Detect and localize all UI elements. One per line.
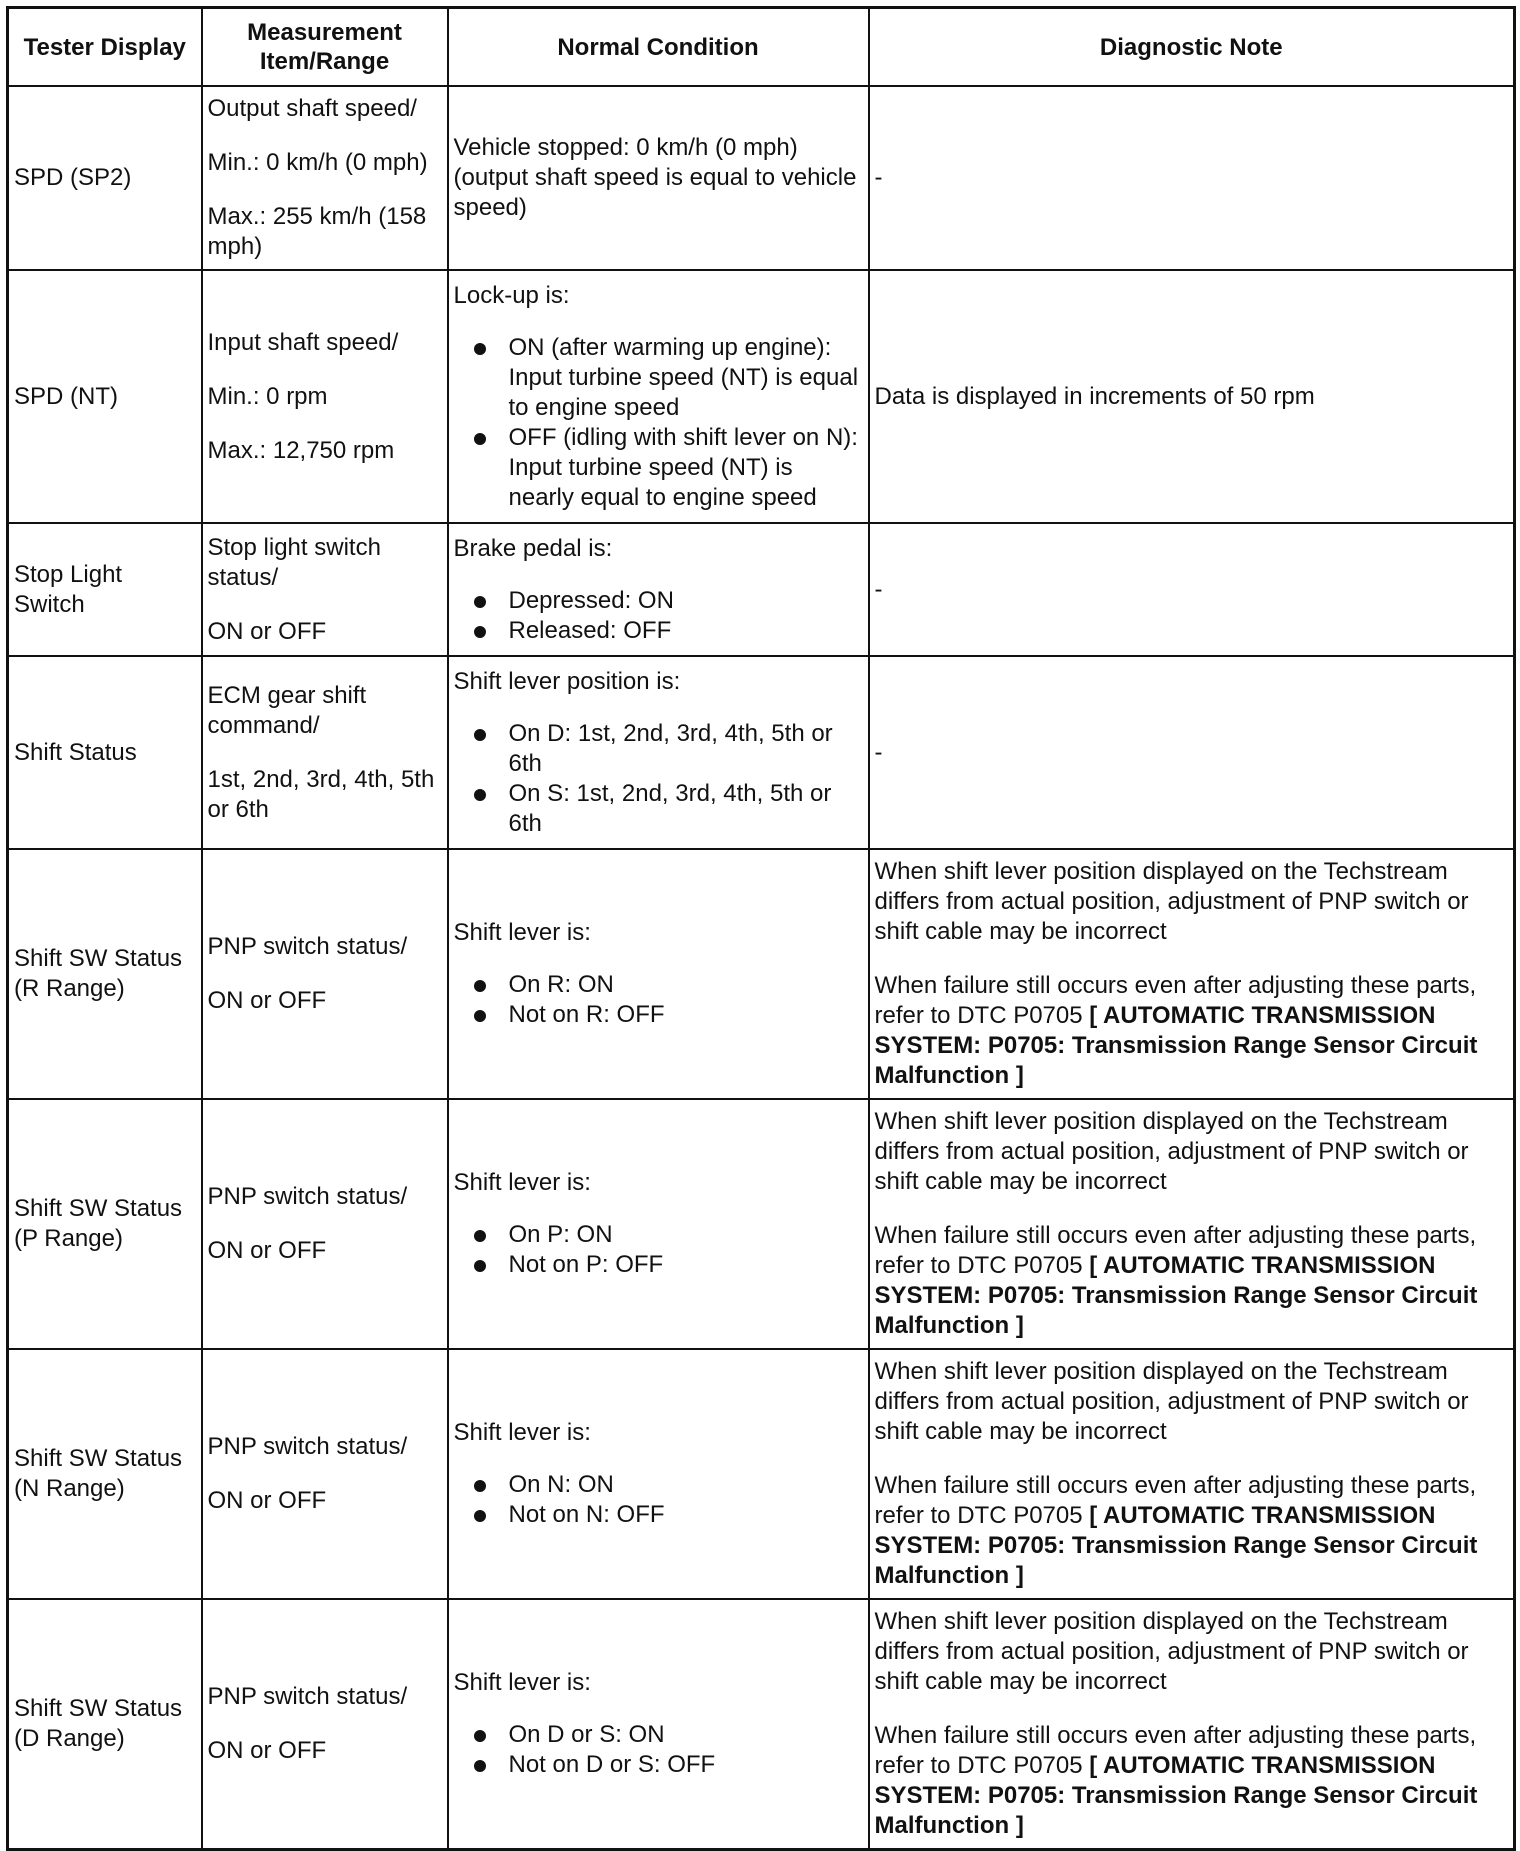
normal-condition-list [454, 1220, 863, 1280]
header-tester-display: Tester Display [8, 8, 202, 87]
normal-condition-cell [448, 849, 869, 1099]
measurement-cell [202, 523, 448, 656]
tester-display-cell [8, 523, 202, 656]
list-item [454, 586, 863, 616]
normal-condition-cell [448, 86, 869, 270]
measurement-line: ECM gear shift command/ [207, 681, 367, 739]
tester-display-text: Shift SW Status (R Range) [14, 945, 183, 1002]
table-row [8, 1099, 1515, 1349]
table-row [8, 656, 1515, 849]
normal-condition-intro: Shift lever position is: [453, 667, 681, 695]
normal-condition-cell [448, 1599, 869, 1849]
normal-condition-cell [448, 1099, 869, 1349]
diagnostic-note-cell [869, 86, 1515, 270]
diagnostic-note-text: - [874, 164, 883, 191]
tester-display-cell [8, 1099, 202, 1349]
table-row [8, 86, 1515, 270]
measurement-line: Input shaft speed/ [207, 328, 399, 356]
measurement-line: ON or OFF [207, 1736, 327, 1764]
list-item-text: On N: ON [508, 1471, 614, 1498]
list-item-text: Not on P: OFF [508, 1251, 664, 1278]
bullet-icon [474, 1730, 486, 1742]
bullet-icon [474, 1480, 486, 1492]
list-item [454, 970, 863, 1000]
diagnostic-note-text: When shift lever position displayed on the Techstream differs from actual position, adjustment of PNP switch or shift cable may be incorrect [874, 1358, 1469, 1445]
tester-display-text: SPD (SP2) [14, 164, 132, 191]
measurement-line: PNP switch status/ [207, 1682, 408, 1710]
bullet-icon [474, 789, 486, 801]
list-item-text: Released: OFF [508, 616, 672, 644]
table-row [8, 849, 1515, 1099]
measurement-line: ON or OFF [207, 617, 327, 645]
normal-condition-list [454, 970, 863, 1030]
bullet-icon [474, 596, 486, 608]
list-item-text: On D or S: ON [508, 1720, 665, 1748]
tester-display-text: Shift SW Status (P Range) [14, 1195, 183, 1252]
measurement-line: 1st, 2nd, 3rd, 4th, 5th or 6th [207, 765, 435, 823]
normal-condition-list [454, 1720, 863, 1780]
list-item-text: On D: 1st, 2nd, 3rd, 4th, 5th or 6th [508, 719, 833, 777]
bullet-icon [474, 433, 486, 445]
diagnostic-note-text: When shift lever position displayed on the Techstream differs from actual position, adjustment of PNP switch or shift cable may be incorrect [874, 1108, 1469, 1195]
list-item-text: Not on D or S: OFF [508, 1750, 716, 1778]
tester-display-cell [8, 656, 202, 849]
measurement-cell [202, 656, 448, 849]
header-measurement: Measurement Item/Range [202, 8, 448, 87]
table-row [8, 523, 1515, 656]
normal-condition-intro: Shift lever is: [453, 1668, 591, 1696]
measurement-line: PNP switch status/ [207, 1433, 408, 1460]
normal-condition-list [454, 333, 863, 513]
normal-condition-list [454, 586, 863, 646]
diagnostic-note-cell [869, 523, 1515, 656]
normal-condition-intro: Shift lever is: [453, 919, 591, 946]
diagnostic-note-text: - [874, 575, 883, 603]
tester-display-text: Shift SW Status (N Range) [14, 1445, 183, 1502]
tester-display-text: Shift SW Status (D Range) [14, 1694, 183, 1752]
list-item [454, 1000, 863, 1030]
normal-condition-intro: Brake pedal is: [453, 534, 613, 562]
list-item [454, 1250, 863, 1280]
diagnostic-note-cell [869, 849, 1515, 1099]
list-item [454, 616, 863, 646]
diagnostic-note-text: When shift lever position displayed on the Techstream differs from actual position, adjustment of PNP switch or shift cable may be incorrect [874, 1607, 1469, 1695]
list-item [454, 1720, 863, 1750]
measurement-line: Max.: 255 km/h (158 mph) [207, 203, 427, 260]
list-item-text: On S: 1st, 2nd, 3rd, 4th, 5th or 6th [508, 779, 832, 837]
measurement-line: Min.: 0 rpm [207, 382, 328, 410]
diagnostic-note-cell [869, 270, 1515, 523]
table-row [8, 1599, 1515, 1849]
list-item [454, 1500, 863, 1530]
normal-condition-cell [448, 1349, 869, 1599]
bullet-icon [474, 1010, 486, 1022]
diagnostic-note-followup-text: When failure still occurs even after adjusting these parts, refer to DTC P0705 [874, 972, 1477, 1029]
dtc-reference-link[interactable]: [ AUTOMATIC TRANSMISSION SYSTEM: P0705: Transmission Range Sensor Circuit Malfunction ] [874, 1751, 1478, 1839]
diagnostic-note-followup [875, 971, 1509, 1091]
diagnostic-note-followup [875, 1721, 1509, 1841]
diagnostic-note-text: When shift lever position displayed on the Techstream differs from actual position, adjustment of PNP switch or shift cable may be incorrect [874, 858, 1469, 945]
measurement-line: ON or OFF [207, 1237, 327, 1264]
list-item [454, 1750, 863, 1780]
measurement-cell [202, 1599, 448, 1849]
normal-condition-cell [448, 523, 869, 656]
bullet-icon [474, 980, 486, 992]
header-normal-condition: Normal Condition [448, 8, 869, 87]
list-item-text: On P: ON [508, 1221, 613, 1248]
diagnostic-note-followup-text: When failure still occurs even after adjusting these parts, refer to DTC P0705 [874, 1222, 1477, 1279]
diagnostic-note-followup [875, 1221, 1509, 1341]
list-item-text: Depressed: ON [508, 586, 674, 614]
measurement-line: Max.: 12,750 rpm [207, 436, 395, 464]
measurement-cell [202, 86, 448, 270]
measurement-line: ON or OFF [207, 987, 327, 1014]
measurement-line: PNP switch status/ [207, 933, 408, 960]
diagnostic-note-text: - [874, 738, 883, 766]
data-list-table [6, 6, 1516, 1851]
list-item [454, 779, 863, 839]
diagnostic-note-cell [869, 1599, 1515, 1849]
list-item [454, 1220, 863, 1250]
normal-condition-list [454, 1470, 863, 1530]
bullet-icon [474, 1510, 486, 1522]
dtc-reference-link[interactable]: [ AUTOMATIC TRANSMISSION SYSTEM: P0705: Transmission Range Sensor Circuit Malfunction ] [874, 1252, 1478, 1339]
tester-display-cell [8, 849, 202, 1099]
measurement-cell [202, 270, 448, 523]
measurement-cell [202, 1349, 448, 1599]
measurement-line: Stop light switch status/ [207, 533, 381, 591]
table-header-row [8, 8, 1515, 87]
tester-display-cell [8, 86, 202, 270]
tester-display-text: Stop Light Switch [14, 560, 123, 618]
table-row [8, 270, 1515, 523]
dtc-reference-link[interactable]: [ AUTOMATIC TRANSMISSION SYSTEM: P0705: Transmission Range Sensor Circuit Malfunction ] [874, 1502, 1478, 1589]
diagnostic-note-cell [869, 656, 1515, 849]
list-item-text: Not on N: OFF [508, 1501, 665, 1528]
header-diagnostic-note: Diagnostic Note [869, 8, 1515, 87]
normal-condition-intro: Lock-up is: [453, 281, 570, 309]
bullet-icon [474, 343, 486, 355]
normal-condition-cell [448, 270, 869, 523]
list-item [454, 333, 863, 423]
tester-display-cell [8, 1349, 202, 1599]
list-item-text: OFF (idling with shift lever on N): Input turbine speed (NT) is nearly equal to engine speed [508, 423, 858, 511]
measurement-cell [202, 849, 448, 1099]
bullet-icon [474, 1230, 486, 1242]
list-item-text: On R: ON [508, 971, 614, 998]
normal-condition-intro: Shift lever is: [453, 1169, 591, 1196]
table-body [8, 86, 1515, 1849]
bullet-icon [474, 729, 486, 741]
bullet-icon [474, 1760, 486, 1772]
table-row [8, 1349, 1515, 1599]
normal-condition-list [454, 719, 863, 839]
list-item [454, 719, 863, 779]
normal-condition-intro: Shift lever is: [453, 1419, 591, 1446]
list-item [454, 423, 863, 513]
measurement-line: Output shaft speed/ [207, 95, 417, 122]
measurement-line: ON or OFF [207, 1487, 327, 1514]
tester-display-text: SPD (NT) [14, 382, 118, 410]
diagnostic-note-followup-text: When failure still occurs even after adjusting these parts, refer to DTC P0705 [874, 1721, 1477, 1779]
diagnostic-note-followup-text: When failure still occurs even after adjusting these parts, refer to DTC P0705 [874, 1472, 1477, 1529]
diagnostic-note-text: Data is displayed in increments of 50 rpm [874, 382, 1315, 410]
tester-display-cell [8, 1599, 202, 1849]
diagnostic-note-cell [869, 1099, 1515, 1349]
bullet-icon [474, 626, 486, 638]
measurement-cell [202, 1099, 448, 1349]
list-item-text: ON (after warming up engine): Input turbine speed (NT) is equal to engine speed [508, 333, 859, 421]
normal-condition-intro: Vehicle stopped: 0 km/h (0 mph) (output shaft speed is equal to vehicle speed) [453, 134, 857, 221]
normal-condition-cell [448, 656, 869, 849]
bullet-icon [474, 1260, 486, 1272]
measurement-line: Min.: 0 km/h (0 mph) [207, 149, 428, 176]
list-item [454, 1470, 863, 1500]
diagnostic-note-followup [875, 1471, 1509, 1591]
measurement-line: PNP switch status/ [207, 1183, 408, 1210]
dtc-reference-link[interactable]: [ AUTOMATIC TRANSMISSION SYSTEM: P0705: Transmission Range Sensor Circuit Malfunction ] [874, 1002, 1478, 1089]
list-item-text: Not on R: OFF [508, 1001, 665, 1028]
tester-display-text: Shift Status [14, 738, 137, 766]
diagnostic-note-cell [869, 1349, 1515, 1599]
tester-display-cell [8, 270, 202, 523]
